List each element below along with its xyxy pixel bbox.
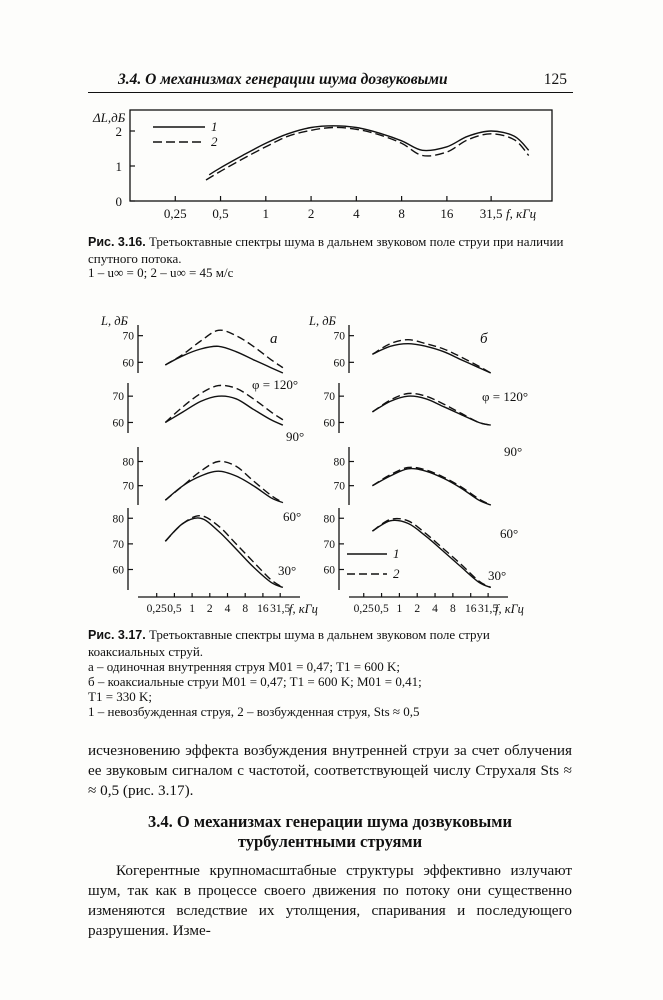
x-tick-label: 16 — [464, 603, 477, 615]
x-tick-label: 31,5 — [479, 206, 503, 221]
figure-3-16-caption-label: Рис. 3.16. — [88, 235, 146, 249]
curve-1 — [372, 469, 490, 505]
x-tick-label: 8 — [242, 603, 249, 615]
angle-label: 30° — [488, 568, 507, 583]
running-header-title: 3.4. О механизмах генерации шума дозвуковыми — [118, 71, 448, 88]
figure-3-17-caption-line-2: б – коаксиальные струи M01 = 0,47; T1 = 600 K; M01 = 0,41; — [88, 674, 422, 689]
curve-2 — [165, 330, 283, 368]
x-tick-label: 8 — [449, 603, 456, 615]
y-axis-label: ΔL,дБ — [93, 110, 126, 125]
figure-3-17-caption-line-1: а – одиночная внутренняя струя M01 = 0,47; T1 = 600 K; — [88, 659, 401, 674]
y-tick-label: 60 — [122, 357, 134, 370]
figure-3-17-caption-text: Третьоктавные спектры шума в дальнем звуковом поле струи коаксиальных струй. — [88, 627, 490, 659]
curve-1 — [165, 346, 283, 373]
x-tick-label: 0,25 — [146, 603, 167, 615]
angle-label: 90° — [504, 444, 523, 459]
curve-2 — [165, 516, 283, 588]
x-tick-label: 2 — [414, 603, 421, 615]
figure-3-16-legend-text: 1 – u∞ = 0; 2 – u∞ = 45 м/с — [88, 265, 234, 280]
x-tick-label: 31,5 — [270, 603, 291, 615]
y-tick-label: 70 — [333, 480, 345, 493]
y-tick-label: 0 — [115, 194, 122, 209]
curve-2 — [372, 340, 490, 373]
y-tick-label: 60 — [112, 564, 124, 577]
y-tick-label: 80 — [333, 456, 345, 469]
x-tick-label: 2 — [206, 603, 213, 615]
curve-2 — [165, 461, 283, 502]
angle-label: 60° — [283, 509, 302, 524]
y-tick-label: 60 — [323, 564, 335, 577]
curve-1 — [372, 396, 490, 425]
curve-1 — [372, 344, 490, 373]
x-tick-label: 16 — [440, 206, 454, 221]
y-tick-label: 80 — [122, 456, 134, 469]
angle-label: φ = 120° — [482, 389, 529, 404]
y-tick-label: 80 — [323, 513, 335, 526]
x-tick-label: 2 — [307, 206, 315, 221]
curve-1 — [165, 518, 283, 587]
x-tick-label: 4 — [353, 206, 360, 221]
legend-2-label: 2 — [393, 566, 400, 581]
x-tick-label: 1 — [396, 603, 403, 615]
y-tick-label: 60 — [112, 417, 124, 430]
x-axis-label: f, кГц — [495, 602, 524, 616]
x-tick-label: 0,25 — [353, 603, 374, 615]
x-tick-label: 4 — [224, 603, 231, 615]
curve-1 — [372, 520, 490, 587]
x-axis-label: f, кГц — [289, 602, 318, 616]
x-tick-label: 0,5 — [212, 206, 229, 221]
x-tick-label: 0,5 — [167, 603, 182, 615]
x-tick-label: 31,5 — [478, 603, 499, 615]
y-axis-label: L, дБ — [101, 314, 128, 328]
y-tick-label: 70 — [122, 480, 134, 493]
paragraph-2: Когерентные крупномасштабные структуры эффективно излучают шум, так как в процессе своего движения по потоку они существенно изменяются вследствие их утолщения, спаривания и последующего разрушения. Изме- — [88, 862, 572, 939]
y-tick-label: 70 — [323, 538, 335, 551]
y-tick-label: 70 — [112, 391, 124, 404]
panel-label: б — [480, 331, 488, 347]
figure-3-17-caption-line-3: T1 = 330 K; — [88, 689, 153, 704]
angle-label: 30° — [278, 563, 297, 578]
y-tick-label: 70 — [122, 330, 134, 343]
figure-3-17-caption-label: Рис. 3.17. — [88, 628, 146, 642]
figure-3-17-caption — [88, 627, 568, 659]
x-tick-label: 0,25 — [163, 206, 187, 221]
x-tick-label: 4 — [432, 603, 438, 615]
y-tick-label: 70 — [333, 330, 345, 343]
y-tick-label: 1 — [115, 159, 122, 174]
section-title: 3.4. О механизмах генерации шума дозвуковыми турбулентными струями — [148, 812, 512, 851]
curve-1 — [165, 471, 283, 502]
y-tick-label: 60 — [323, 417, 335, 430]
panel-label: а — [270, 331, 278, 347]
x-tick-label: 0,5 — [374, 603, 389, 615]
x-tick-label: 8 — [398, 206, 405, 221]
y-tick-label: 70 — [112, 538, 124, 551]
legend-1-label: 1 — [211, 119, 218, 134]
curve-1 — [165, 396, 283, 425]
page-number: 125 — [543, 71, 567, 88]
paragraph-1: исчезновению эффекта возбуждения внутренней струи за счет облучения ее звуковым сигналом с частотой, соответствующей числу Струхаля Sts ≈ ≈ 0,5 (рис. 3.17). — [88, 742, 572, 799]
y-axis-label: L, дБ — [309, 314, 336, 328]
x-tick-label: 1 — [189, 603, 195, 615]
legend-1-label: 1 — [393, 546, 400, 561]
angle-label: 60° — [500, 526, 519, 541]
angle-label: 90° — [286, 429, 305, 444]
legend-2-label: 2 — [211, 134, 218, 149]
y-tick-label: 70 — [323, 391, 335, 404]
x-axis-label: f, кГц — [506, 206, 537, 221]
x-tick-label: 16 — [257, 603, 269, 615]
x-tick-label: 1 — [262, 206, 270, 221]
figure-3-17-caption-line-4: 1 – невозбужденная струя, 2 – возбужденная струя, Sts ≈ 0,5 — [88, 704, 420, 719]
angle-label: φ = 120° — [252, 377, 299, 392]
curve-2 — [372, 393, 490, 425]
y-tick-label: 2 — [115, 124, 122, 139]
figure-3-16-caption-text: Третьоктавные спектры шума в дальнем звуковом поле струи при наличии спутного потока. — [88, 234, 564, 266]
y-tick-label: 80 — [112, 513, 124, 526]
y-tick-label: 60 — [333, 357, 345, 370]
